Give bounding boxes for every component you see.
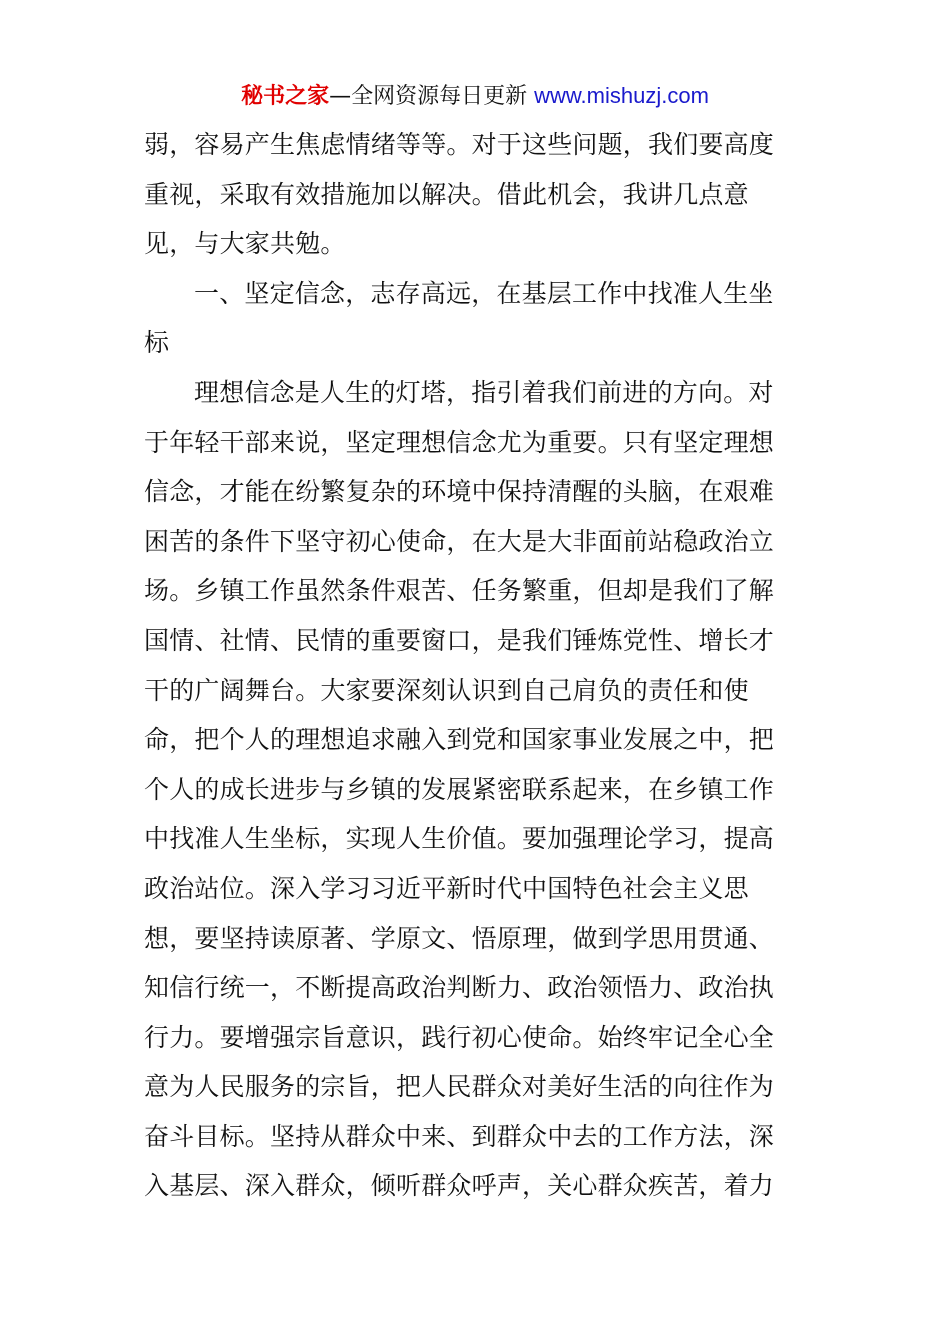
text-line: 知信行统一，不断提高政治判断力、政治领悟力、政治执 [144,973,775,1003]
paragraph-start: 理想信念是人生的灯塔，指引着我们前进的方向。对 [194,377,774,407]
header-tagline: —全网资源每日更新 [329,84,535,109]
text-line: 弱，容易产生焦虑情绪等等。对于这些问题，我们要高度 [144,130,775,159]
text-line: 重视，采取有效措施加以解决。借此机会，我讲几点意 [144,179,749,209]
text-line: 入基层、深入群众，倾听群众呼声，关心群众疾苦，着力 [144,1171,775,1201]
text-line: 国情、社情、民情的重要窗口，是我们锤炼党性、增长才 [144,625,775,655]
page-header [0,80,950,113]
text-line: 想，要坚持读原著、学原文、悟原理，做到学思用贯通、 [144,923,775,953]
section-heading-continued: 标 [144,328,170,358]
text-line: 见，与大家共勉。 [144,229,346,259]
site-url-link[interactable]: www.mishuzj.com [534,83,709,108]
text-line: 命，把个人的理想追求融入到党和国家事业发展之中，把 [144,725,775,755]
section-heading: 一、坚定信念，志存高远，在基层工作中找准人生坐 [194,278,774,308]
text-line: 政治站位。深入学习习近平新时代中国特色社会主义思 [144,873,749,903]
text-line: 于年轻干部来说，坚定理想信念尤为重要。只有坚定理想 [144,427,775,457]
text-line: 奋斗目标。坚持从群众中来、到群众中去的工作方法，深 [144,1121,775,1151]
text-line: 行力。要增强宗旨意识，践行初心使命。始终牢记全心全 [144,1022,775,1052]
text-line: 个人的成长进步与乡镇的发展紧密联系起来，在乡镇工作 [144,774,775,804]
text-line: 信念，才能在纷繁复杂的环境中保持清醒的头脑，在艰难 [144,477,775,507]
text-line: 意为人民服务的宗旨，把人民群众对美好生活的向往作为 [144,1072,775,1102]
text-line: 困苦的条件下坚守初心使命，在大是大非面前站稳政治立 [144,526,775,556]
text-line: 中找准人生坐标，实现人生价值。要加强理论学习，提高 [144,824,775,854]
text-line: 场。乡镇工作虽然条件艰苦、任务繁重，但却是我们了解 [144,576,775,606]
text-line: 干的广阔舞台。大家要深刻认识到自己肩负的责任和使 [144,675,749,705]
document-body [144,120,810,1211]
brand-name: 秘书之家 [241,84,330,109]
